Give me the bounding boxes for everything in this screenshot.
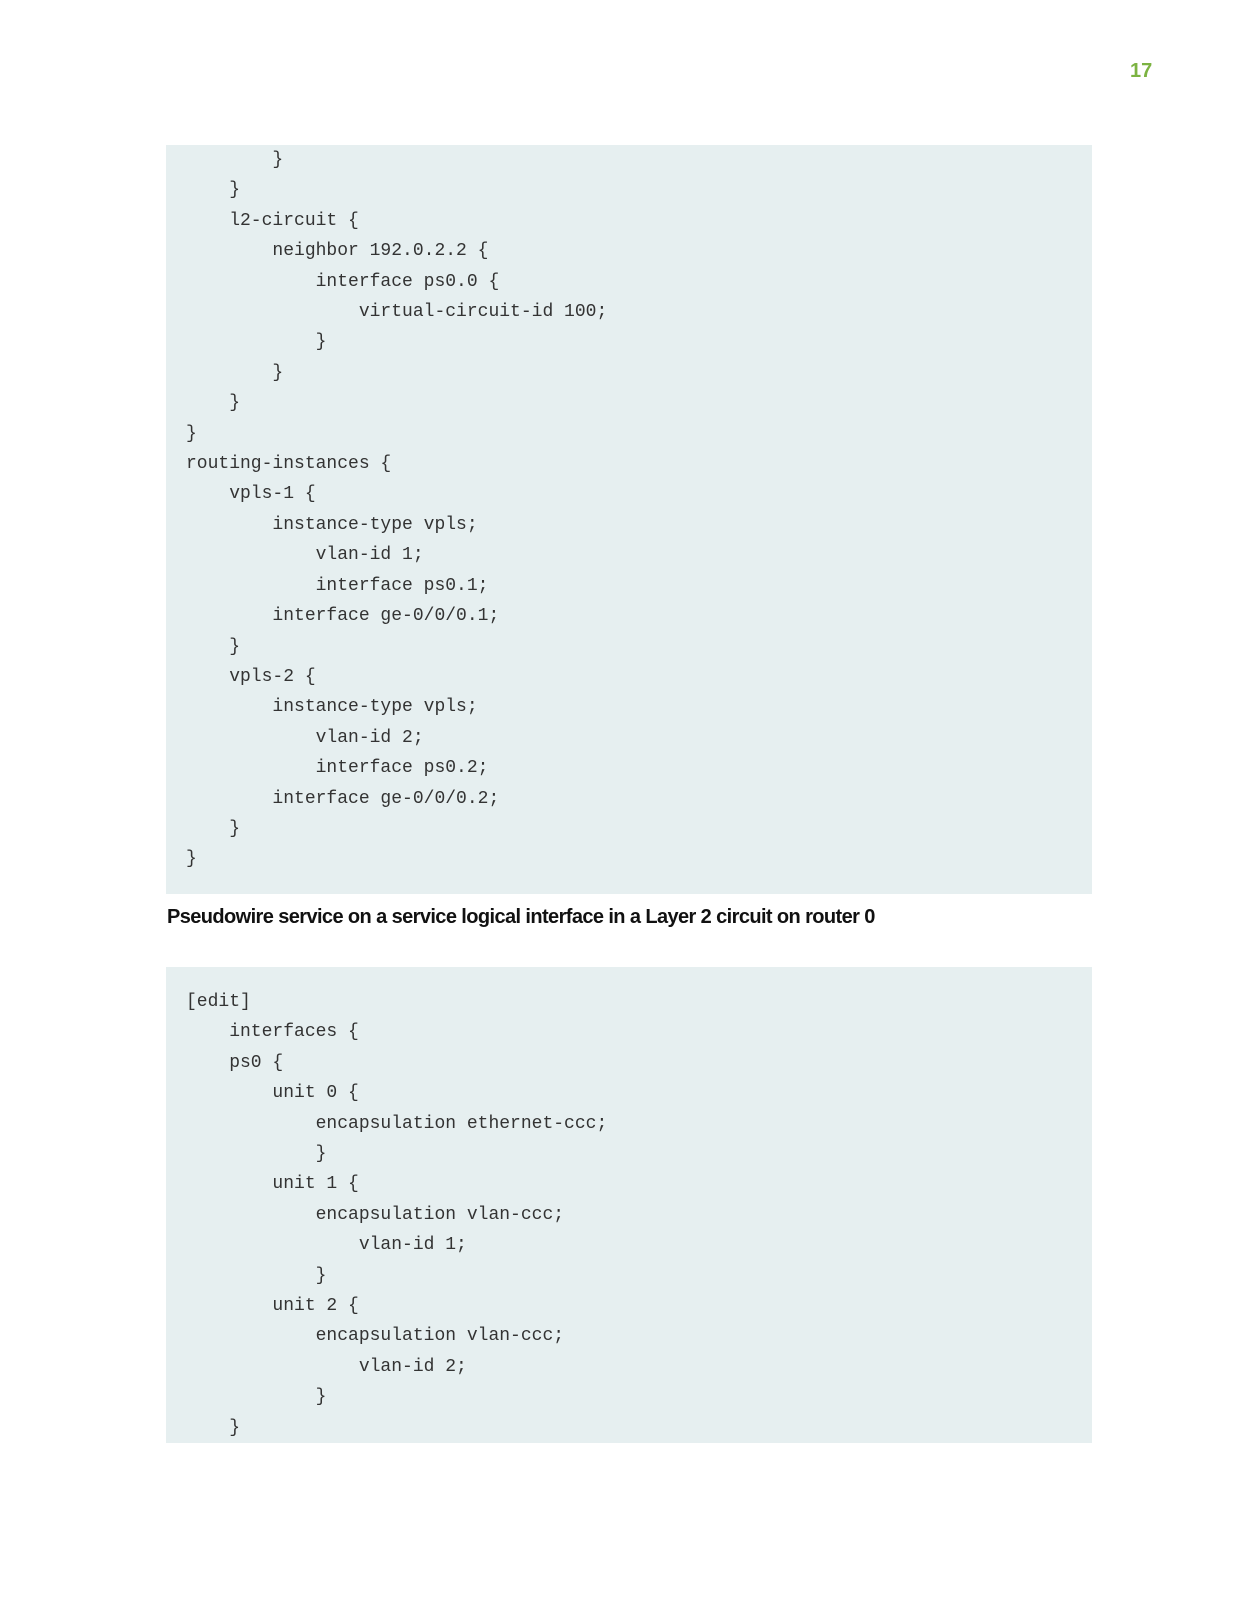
- section-heading: Pseudowire service on a service logical interface in a Layer 2 circuit on router 0: [167, 906, 875, 928]
- code-block-continued-config: [166, 145, 1092, 894]
- code-block-interfaces-config: [166, 967, 1092, 1443]
- page-number: 17: [1130, 60, 1153, 82]
- code-listing-interfaces: [edit] interfaces { ps0 { unit 0 { encapsulation ethernet-ccc; } unit 1 { encapsulation vlan-ccc; vlan-id 1; } unit 2 { encapsulation vlan-ccc; vlan-id 2; } }: [186, 992, 608, 1438]
- code-listing-routing-instances: } } l2-circuit { neighbor 192.0.2.2 { interface ps0.0 { virtual-circuit-id 100; } } } } routing-instances { vpls-1 { instance-type vpls; vlan-id 1; interface ps0.1; interface ge-0/0/0.1; } vpls-2 { instance-type vpls; vlan-id 2; interface ps0.2; interface ge-0/0/0.2; } }: [186, 150, 608, 870]
